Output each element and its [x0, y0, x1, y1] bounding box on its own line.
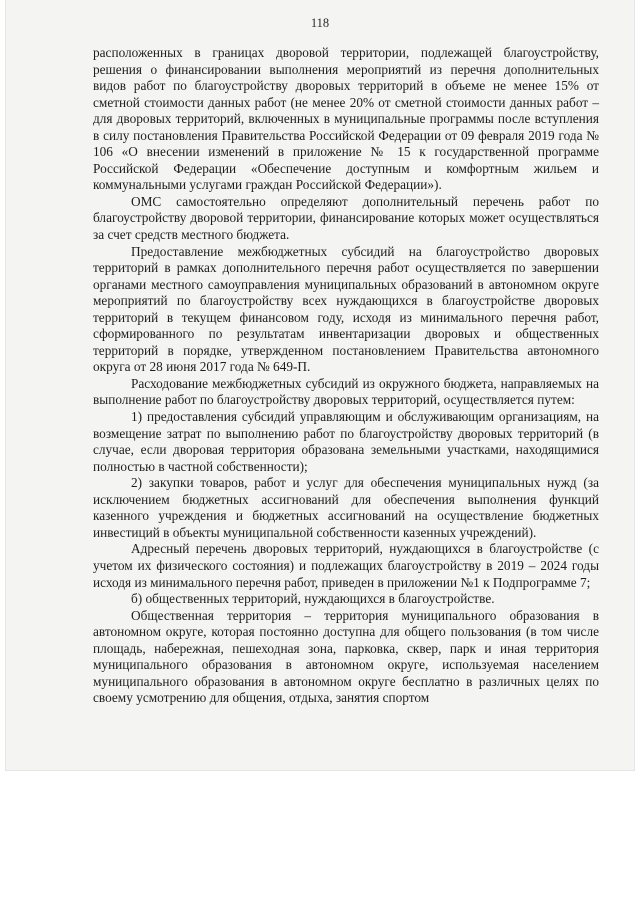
list-item: б) общественных территорий, нуждающихся в благоустройстве. — [131, 591, 495, 607]
paragraph: Адресный перечень дворовых территорий, нуждающихся в благоустройстве (с учетом их физического состояния) и подлежащих благоустройству в 2019 – 2024 годы исходя из минимального перечня работ, приведен в приложении №1 к Подпрограмме 7; — [93, 541, 599, 590]
list-item: 1) предоставления субсидий управляющим и обслуживающим организациям, на возмещение затрат по выполнению работ по благоустройству дворовых территорий (в случае, если дворовая территория образована земельными участками, находящимися полностью в частной собственности); — [93, 409, 599, 474]
paragraph: расположенных в границах дворовой территории, подлежащей благоустройству, решения о финансировании выполнения мероприятий из перечня дополнительных видов работ по благоустройству дворовых территорий в объеме не менее 15% от сметной стоимости данных работ (не менее 20% от сметной стоимости данных работ – для дворовых территорий, включенных в муниципальные программы после вступления в силу постановления Правительства Российской Федерации от 09 февраля 2019 года № 106 «О внесении изменений в приложение № 15 к государственной программе Российской Федерации «Обеспечение доступным и комфортным жильем и коммунальными услугами граждан Российской Федерации»). — [93, 45, 599, 193]
list-item: 2) закупки товаров, работ и услуг для обеспечения муниципальных нужд (за исключением бюджетных ассигнований для обеспечения выполнения функций казенного учреждения и бюджетных ассигнований на осуществление бюджетных инвестиций в объекты муниципальной собственности казенных учреждений). — [93, 475, 599, 540]
paragraph: Расходование межбюджетных субсидий из окружного бюджета, направляемых на выполнение работ по благоустройству дворовых территорий, осуществляется путем: — [93, 375, 599, 408]
paragraph: Предоставление межбюджетных субсидий на благоустройство дворовых территорий в рамках дополнительного перечня работ осуществляется по завершении органами местного самоуправления муниципальных образований в автономном округе мероприятий по благоустройству всех нуждающихся в благоустройстве дворовых территорий в текущем финансовом году, исходя из минимального перечня работ, сформированного по результатам инвентаризации дворовых и общественных территорий в порядке, утвержденном постановлением Правительства автономного округа от 28 июня 2017 года № 649-П. — [93, 243, 599, 375]
paragraph: Общественная территория – территория муниципального образования в автономном округе, которая постоянно доступна для общего пользования (в том числе площадь, набережная, пешеходная зона, парковка, сквер, парк и иная территория муниципального образования в автономном округе, используемая населением муниципального образования в автономном округе бесплатно в различных целях по своему усмотрению для общения, отдыха, занятия спортом — [93, 607, 599, 706]
document-body — [93, 45, 599, 707]
page-number: 118 — [310, 16, 330, 30]
paragraph: ОМС самостоятельно определяют дополнительный перечень работ по благоустройству дворовой территории, финансирование которых может осуществляться за счет средств местного бюджета. — [93, 193, 599, 243]
